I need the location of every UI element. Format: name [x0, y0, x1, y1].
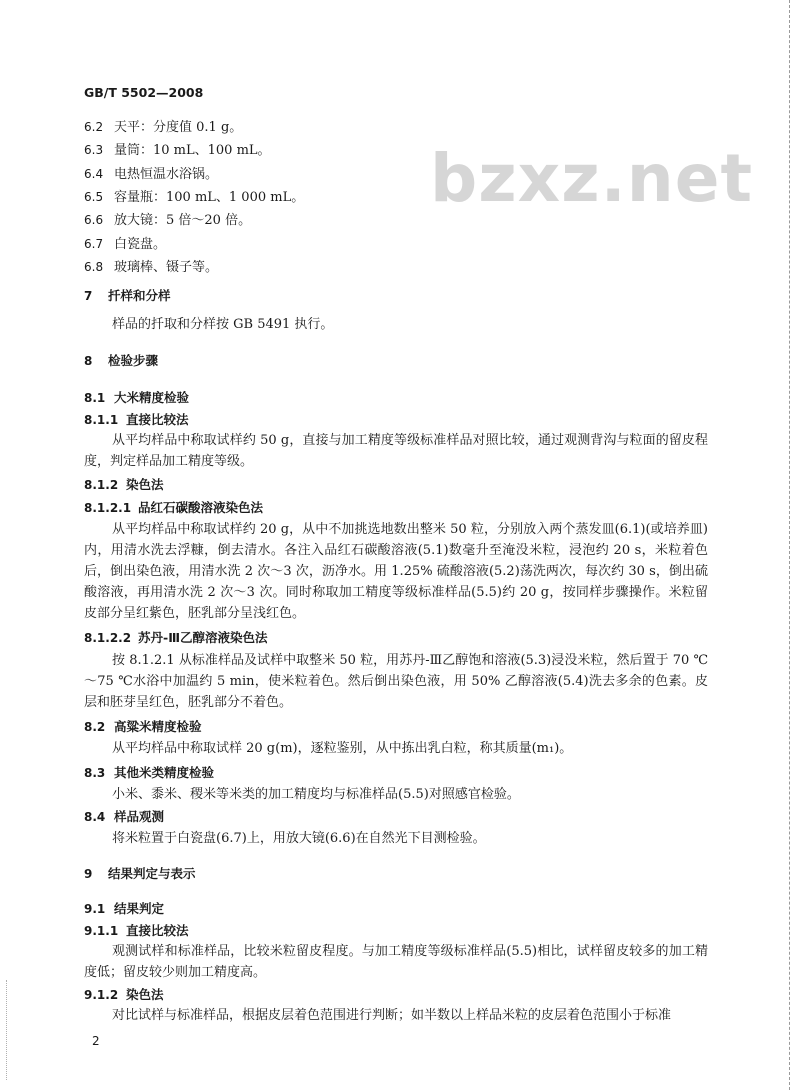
section-8-4-text: [84, 828, 708, 849]
section-8-1-2-2-text: [84, 650, 708, 713]
section-title: 大米精度检验: [114, 390, 190, 405]
paragraph: 从平均样品中称取试样 20 g(m)，逐粒鉴别，从中拣出乳白粒，称其质量(m₁)。: [112, 741, 573, 756]
section-8-1-2-1-text: [84, 519, 708, 624]
section-9-1-2-text: [84, 1005, 708, 1026]
section-8-heading: [84, 352, 158, 370]
section-title: 样品观测: [114, 809, 165, 824]
section-8-3-text: [84, 784, 708, 805]
item-text: 容量瓶：100 mL、1 000 mL。: [114, 189, 305, 205]
item-number: 6.5: [84, 189, 104, 204]
section-8-3-heading: [84, 764, 214, 782]
section-8-1-1-heading: [84, 411, 189, 429]
section-7-heading: [84, 287, 171, 305]
equipment-item: [84, 165, 218, 184]
section-9-1-heading: [84, 900, 164, 918]
section-8-1-1-text: [84, 430, 708, 472]
item-number: 6.3: [84, 143, 104, 158]
section-9-1-2-heading: [84, 986, 164, 1004]
paragraph: 将米粒置于白瓷盘(6.7)上，用放大镜(6.6)在自然光下目测检验。: [112, 831, 486, 846]
binding-edge-mark: [6, 980, 7, 1080]
section-number: 7: [84, 289, 93, 303]
section-8-1-2-2-heading: [84, 629, 268, 647]
section-8-2-heading: [84, 718, 202, 736]
section-number: 8: [84, 354, 93, 368]
section-number: 9.1.1: [84, 924, 119, 938]
item-text: 玻璃棒、镊子等。: [114, 259, 219, 275]
section-title: 苏丹-Ⅲ乙醇溶液染色法: [138, 630, 268, 645]
item-number: 6.6: [84, 213, 104, 228]
section-9-heading: [84, 865, 196, 883]
equipment-item: [84, 188, 304, 207]
item-text: 白瓷盘。: [114, 236, 167, 252]
section-8-1-heading: [84, 389, 189, 407]
item-number: 6.4: [84, 166, 104, 181]
section-title: 直接比较法: [126, 923, 189, 938]
section-title: 高粱米精度检验: [114, 719, 202, 734]
section-title: 结果判定与表示: [108, 866, 196, 881]
section-number: 8.1.2.1: [84, 501, 132, 515]
item-number: 6.7: [84, 236, 104, 251]
section-number: 8.2: [84, 720, 106, 734]
page-edge-line: [789, 0, 790, 1090]
section-title: 直接比较法: [126, 412, 189, 427]
section-9-1-1-text: [84, 941, 708, 983]
equipment-item: [84, 141, 271, 160]
section-8-4-heading: [84, 808, 164, 826]
paragraph: 从平均样品中称取试样约 20 g，从中不加挑选地数出整米 50 粒，分别放入两个蒸发皿(6.1)(或培养皿)内，用清水洗去浮糠，倒去清水。各注入品红石碳酸溶液(5.1)数毫升至淹没米粒，浸泡约 20 s，米粒着色后，倒出染色液，用清水洗 2 次～3 次，沥净水。用 1.25% 硫酸溶液(5.2)荡洗两次，每次约 30 s，倒出硫酸溶液，再用清水洗 2 次～3 次。同时称取加工精度等级标准样品(5.5)约 20 g，按同样步骤操作。米粒留皮部分呈红紫色，胚乳部分呈浅红色。: [84, 522, 708, 621]
paragraph: 按 8.1.2.1 从标准样品及试样中取整米 50 粒，用苏丹-Ⅲ乙醇饱和溶液(5.3)浸没米粒，然后置于 70 ℃～75 ℃水浴中加温约 5 min，使米粒着色。然后倒出染色液，用 50% 乙醇溶液(5.4)洗去多余的色素。皮层和胚芽呈红色，胚乳部分不着色。: [84, 653, 708, 710]
watermark: bzxz.net: [430, 140, 754, 217]
item-text: 量筒：10 mL、100 mL。: [114, 143, 271, 159]
section-title: 检验步骤: [108, 353, 159, 368]
paragraph: 小米、黍米、稷米等米类的加工精度均与标准样品(5.5)对照感官检验。: [112, 787, 520, 802]
section-number: 9: [84, 867, 93, 881]
item-number: 6.2: [84, 120, 104, 134]
section-number: 8.3: [84, 766, 106, 780]
equipment-item: [84, 235, 166, 254]
equipment-item: [84, 118, 242, 137]
item-text: 电热恒温水浴锅。: [114, 166, 219, 182]
item-number: 6.8: [84, 259, 104, 274]
section-8-1-2-heading: [84, 476, 164, 494]
section-title: 扦样和分样: [108, 288, 171, 303]
item-text: 放大镜：5 倍～20 倍。: [114, 213, 252, 229]
paragraph: 从平均样品中称取试样约 50 g，直接与加工精度等级标准样品对照比较，通过观测背沟与粒面的留皮程度，判定样品加工精度等级。: [84, 433, 708, 469]
section-number: 8.1: [84, 391, 106, 405]
item-text: 天平：分度值 0.1 g。: [114, 120, 243, 135]
section-title: 染色法: [126, 477, 164, 492]
section-7-text: 样品的扦取和分样按 GB 5491 执行。: [112, 317, 334, 332]
section-8-1-2-1-heading: [84, 499, 263, 517]
equipment-item: [84, 258, 218, 277]
section-number: 8.1.2.2: [84, 631, 132, 645]
document-header: GB/T 5502—2008: [84, 85, 204, 100]
section-title: 结果判定: [114, 901, 165, 916]
section-number: 8.4: [84, 810, 106, 824]
paragraph: 对比试样与标准样品，根据皮层着色范围进行判断；如半数以上样品米粒的皮层着色范围小于标准: [112, 1008, 672, 1023]
section-9-1-1-heading: [84, 922, 189, 940]
section-number: 9.1: [84, 902, 106, 916]
section-title: 品红石碳酸溶液染色法: [138, 500, 264, 515]
section-number: 9.1.2: [84, 988, 119, 1002]
section-title: 染色法: [126, 987, 164, 1002]
section-8-2-text: [84, 738, 708, 759]
page-number: 2: [92, 1034, 100, 1048]
equipment-item: [84, 211, 251, 230]
section-title: 其他米类精度检验: [114, 765, 215, 780]
section-number: 8.1.2: [84, 478, 119, 492]
paragraph: 观测试样和标准样品，比较米粒留皮程度。与加工精度等级标准样品(5.5)相比，试样留皮较多的加工精度低；留皮较少则加工精度高。: [84, 944, 708, 980]
section-number: 8.1.1: [84, 413, 119, 427]
